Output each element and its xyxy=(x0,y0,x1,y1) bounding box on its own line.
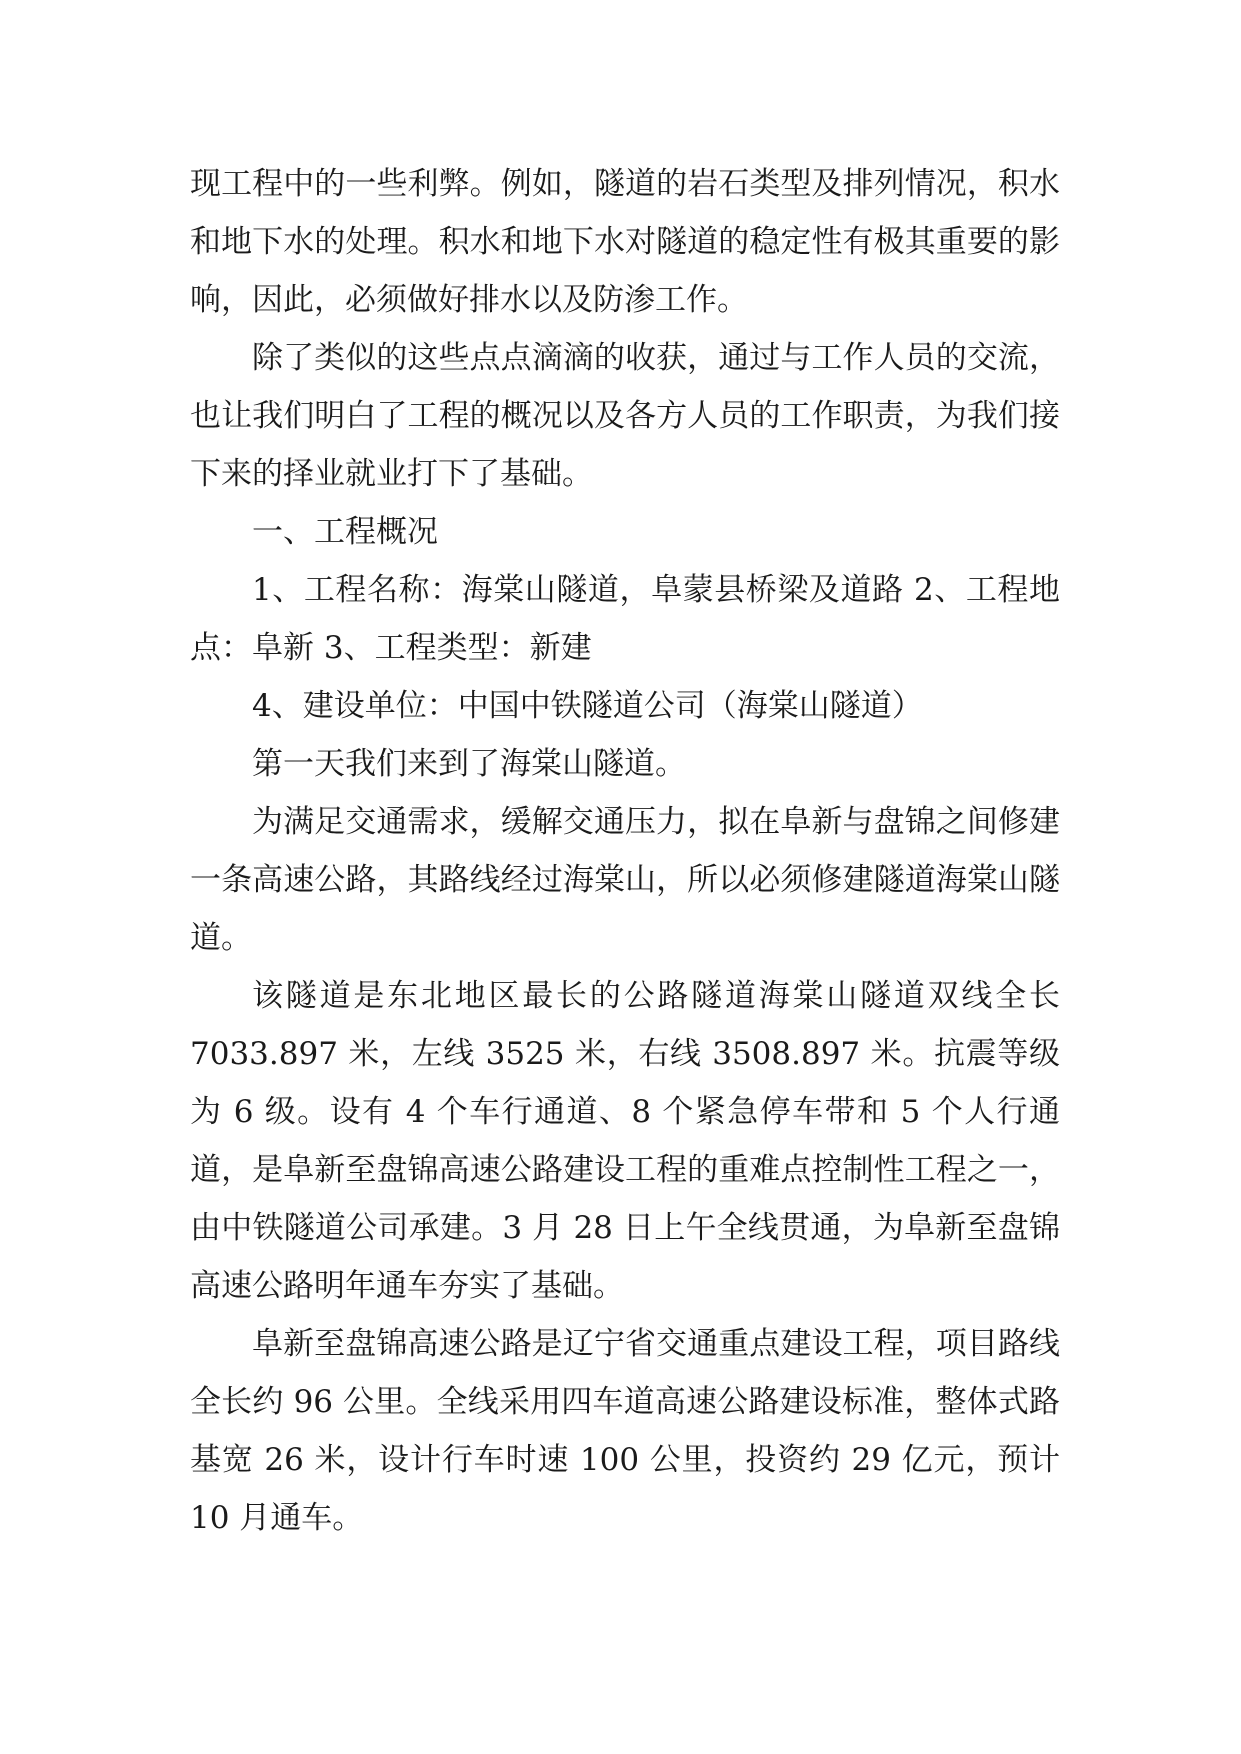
paragraph-continuation: 现工程中的一些利弊。例如，隧道的岩石类型及排列情况，积水和地下水的处理。积水和地下水对隧道的稳定性有极其重要的影响，因此，必须做好排水以及防渗工作。 xyxy=(190,166,1060,318)
paragraph-first-day: 第一天我们来到了海棠山隧道。 xyxy=(252,746,686,782)
paragraph-purpose: 为满足交通需求，缓解交通压力，拟在阜新与盘锦之间修建一条高速公路，其路线经过海棠山，所以必须修建隧道海棠山隧道。 xyxy=(190,804,1060,956)
paragraph-highway-details: 阜新至盘锦高速公路是辽宁省交通重点建设工程，项目路线全长约 96 公里。全线采用四车道高速公路建设标准，整体式路基宽 26 米，设计行车时速 100 公里，投资约 29 亿元，预计 10 月通车。 xyxy=(190,1326,1060,1536)
section-heading-project-overview: 一、工程概况 xyxy=(252,514,438,550)
paragraph-builder: 4、建设单位：中国中铁隧道公司（海棠山隧道） xyxy=(252,688,923,724)
paragraph-project-info: 1、工程名称：海棠山隧道，阜蒙县桥梁及道路 2、工程地点：阜新 3、工程类型：新建 xyxy=(190,572,1060,666)
paragraph-harvest: 除了类似的这些点点滴滴的收获，通过与工作人员的交流，也让我们明白了工程的概况以及各方人员的工作职责，为我们接下来的择业就业打下了基础。 xyxy=(190,340,1060,492)
paragraph-tunnel-details: 该隧道是东北地区最长的公路隧道海棠山隧道双线全长 7033.897 米，左线 3525 米，右线 3508.897 米。抗震等级为 6 级。设有 4 个车行通道、8 个紧急停车带和 5 个人行通道，是阜新至盘锦高速公路建设工程的重难点控制性工程之一，由中铁隧道公司承建。3 月 28 日上午全线贯通，为阜新至盘锦高速公路明年通车夯实了基础。 xyxy=(190,978,1060,1304)
document-body xyxy=(190,155,1060,1547)
